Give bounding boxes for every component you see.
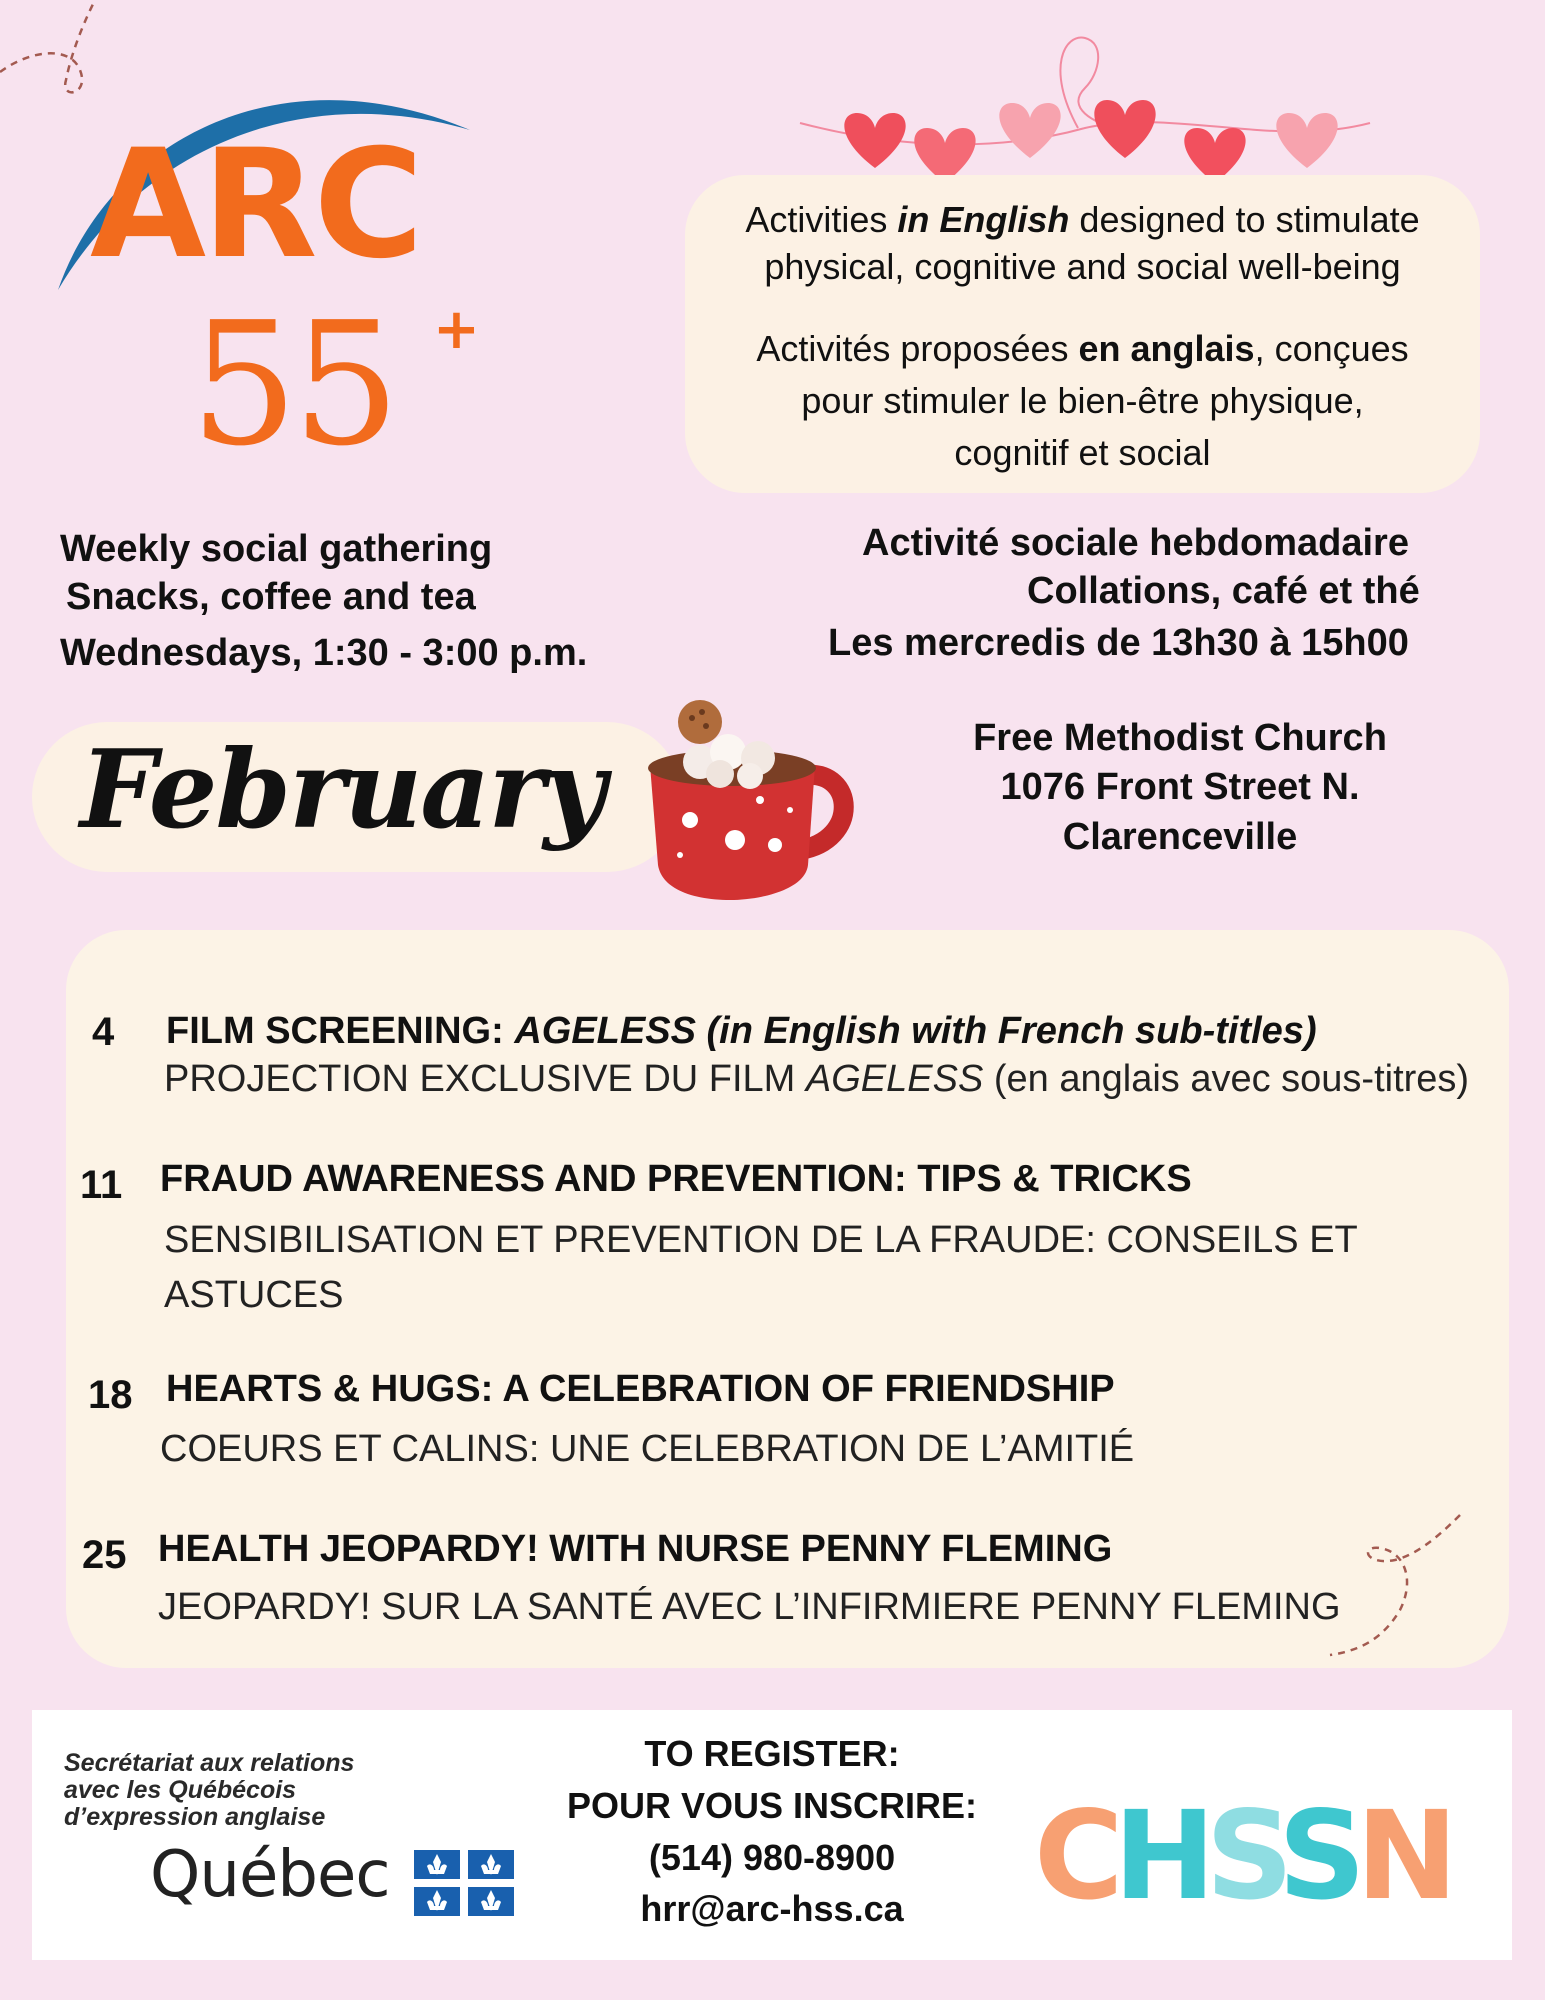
schedule-en-line1: Weekly social gathering: [60, 528, 493, 570]
heart-icon: [999, 103, 1060, 158]
hearts-garland-decoration: [795, 28, 1375, 198]
event-day: 4: [92, 1010, 115, 1054]
schedule-en-line2: Snacks, coffee and tea: [66, 576, 476, 618]
location-church: Free Methodist Church: [973, 717, 1387, 759]
quebec-flag-icon: [414, 1850, 514, 1916]
event-title-en: FRAUD AWARENESS AND PREVENTION: TIPS & TRICKS: [160, 1158, 1192, 1200]
event-day: 18: [88, 1373, 133, 1417]
heart-icon: [844, 113, 905, 168]
register-email[interactable]: hrr@arc-hss.ca: [640, 1888, 904, 1930]
quebec-wordmark: Québec: [150, 1838, 390, 1912]
footer-bar: [32, 1710, 1512, 1960]
schedule-fr-line2: Collations, café et thé: [1027, 570, 1420, 612]
event-title-en: HEARTS & HUGS: A CELEBRATION OF FRIENDSHIP: [166, 1368, 1115, 1410]
location-address: [900, 714, 1460, 862]
event-day: 25: [82, 1533, 127, 1577]
location-street: 1076 Front Street N.: [1000, 766, 1360, 809]
event-title-fr: SENSIBILISATION ET PREVENTION DE LA FRAUDE: CONSEILS ET ASTUCES: [164, 1219, 1358, 1317]
dashed-swirl-decoration: [1325, 1510, 1475, 1660]
registration-info: [532, 1728, 1012, 1935]
logo-arc-text: ARC: [90, 118, 420, 292]
event-day: 11: [80, 1163, 123, 1207]
hot-cocoa-mug-icon: [640, 690, 860, 905]
intro-french: Activités proposées en anglais, conçues pour stimuler le bien-être physique, cognitif et social: [756, 328, 1409, 473]
event-title-fr: COEURS ET CALINS: UNE CELEBRATION DE L’AMITIÉ: [160, 1428, 1135, 1470]
secretariat-text: Secrétariat aux relations avec les Québécois d’expression anglaise: [64, 1749, 355, 1831]
register-phone[interactable]: (514) 980-8900: [648, 1836, 896, 1878]
logo-age-text: 55: [190, 286, 395, 484]
event-title-en: HEALTH JEOPARDY! WITH NURSE PENNY FLEMING: [158, 1528, 1113, 1570]
intro-description-box: [685, 175, 1480, 493]
schedule-en-line3: Wednesdays, 1:30 - 3:00 p.m.: [60, 632, 588, 674]
month-title: February: [80, 727, 605, 853]
event-title-fr: PROJECTION EXCLUSIVE DU FILM AGELESS (en anglais avec sous-titres): [164, 1058, 1470, 1100]
chssn-logo: CHSSN: [1034, 1785, 1449, 1927]
arc-55-logo: [50, 60, 480, 484]
logo-plus-sign: +: [433, 297, 480, 362]
event-title-fr: JEOPARDY! SUR LA SANTÉ AVEC L’INFIRMIERE PENNY FLEMING: [158, 1586, 1341, 1628]
location-town: Clarenceville: [1062, 815, 1298, 858]
events-panel: [66, 930, 1509, 1668]
heart-icon: [1094, 100, 1155, 158]
register-label-en: TO REGISTER:: [644, 1733, 900, 1774]
heart-icon: [1276, 113, 1337, 168]
intro-english: Activities in English designed to stimulate physical, cognitive and social well-being: [745, 199, 1420, 287]
schedule-fr-line1: Activité sociale hebdomadaire: [862, 522, 1409, 564]
register-label-fr: POUR VOUS INSCRIRE:: [566, 1784, 978, 1826]
event-title-en: FILM SCREENING: AGELESS (in English with French sub-titles): [166, 1010, 1317, 1052]
schedule-fr-line3: Les mercredis de 13h30 à 15h00: [828, 622, 1409, 664]
